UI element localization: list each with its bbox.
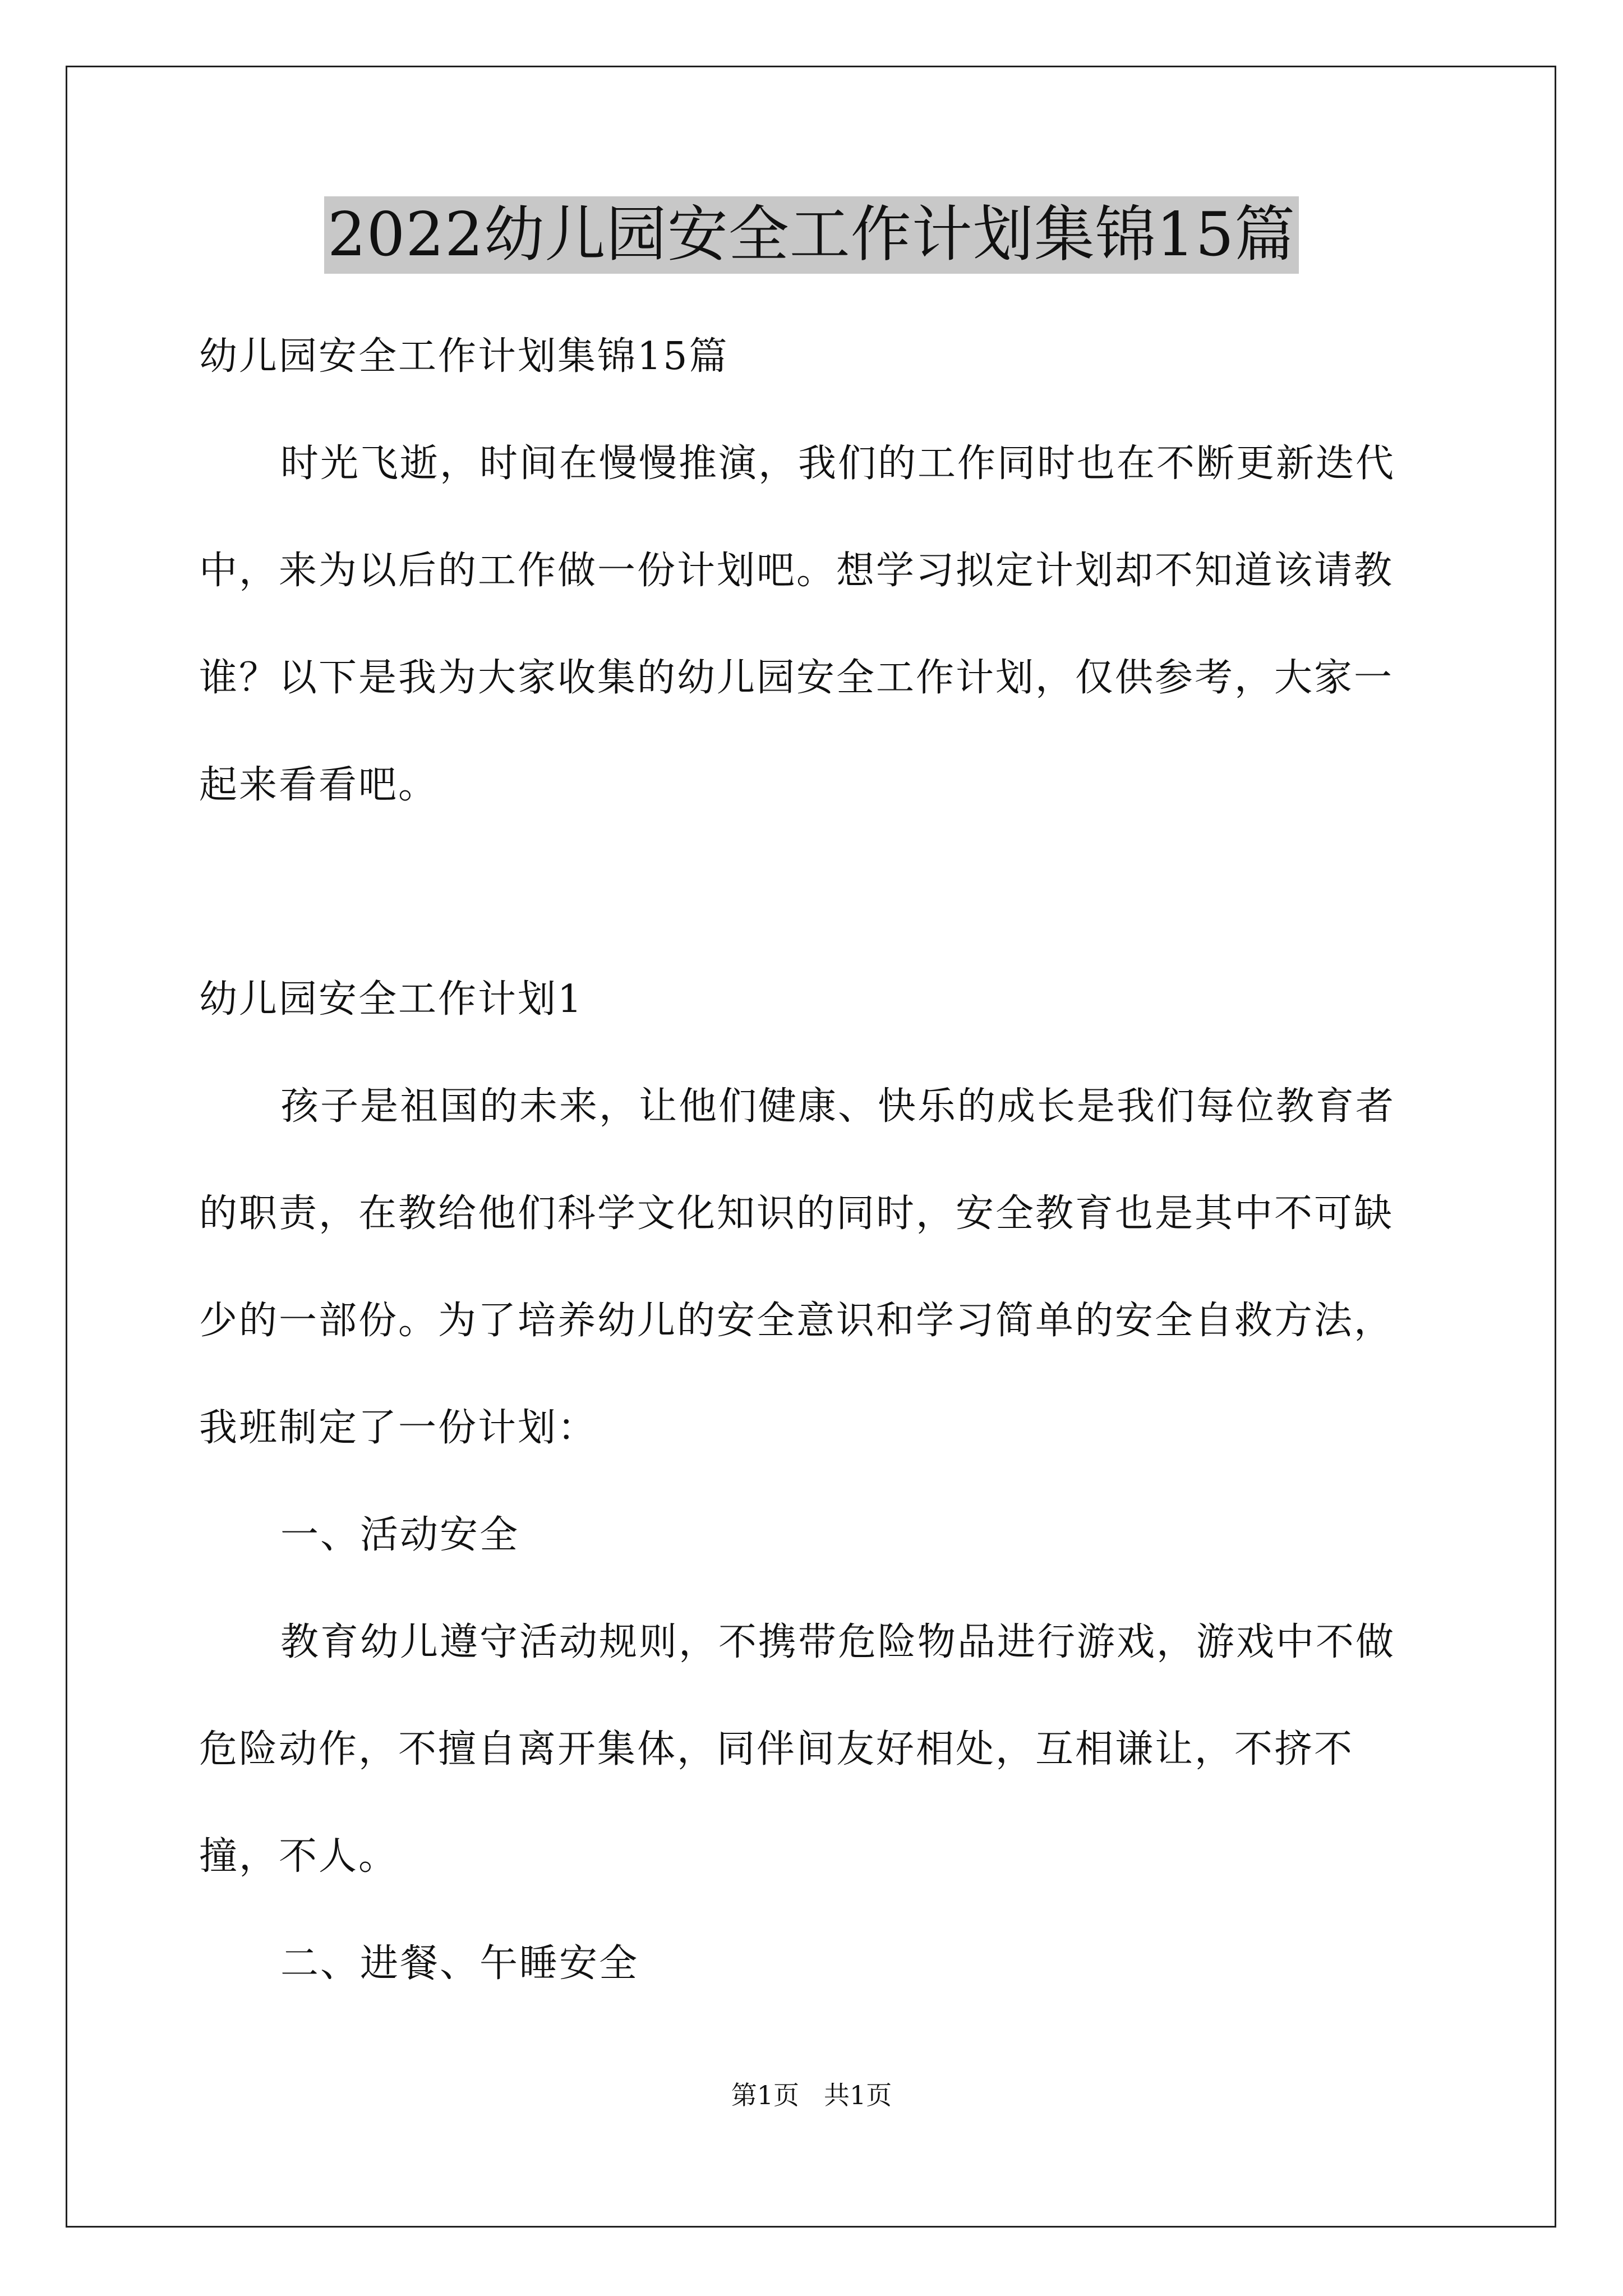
item-heading: 二、进餐、午睡安全 <box>280 1941 639 1986</box>
page-number: 第1页 <box>731 2080 799 2110</box>
section-heading: 幼儿园安全工作计划1 <box>199 977 584 1022</box>
title-container <box>0 196 1623 274</box>
section-paragraph: 孩子是祖国的未来，让他们健康、快乐的成长是我们每位教育者的职责，在教给他们科学文化知识的同时，安全教育也是其中不可缺少的一部份。为了培养幼儿的安全意识和学习简单的安全自救方法，我班制定了一份计划： <box>199 1084 1396 1450</box>
page-total: 共1页 <box>824 2080 892 2110</box>
item-heading: 一、活动安全 <box>280 1513 520 1557</box>
spacer <box>199 839 1433 946</box>
item-paragraph: 教育幼儿遵守活动规则，不携带危险物品进行游戏，游戏中不做危险动作，不擅自离开集体，同伴间友好相处，互相谦让，不挤不撞，不人。 <box>199 1620 1396 1879</box>
page-footer <box>0 2078 1623 2112</box>
intro-paragraph: 时光飞逝，时间在慢慢推演，我们的工作同时也在不断更新迭代中，来为以后的工作做一份计划吧。想学习拟定计划却不知道该请教谁？以下是我为大家收集的幼儿园安全工作计划，仅供参考，大家一起来看看吧。 <box>199 441 1396 807</box>
document-body <box>199 303 1433 2017</box>
subtitle: 幼儿园安全工作计划集锦15篇 <box>199 334 729 379</box>
document-title: 2022幼儿园安全工作计划集锦15篇 <box>324 196 1299 274</box>
